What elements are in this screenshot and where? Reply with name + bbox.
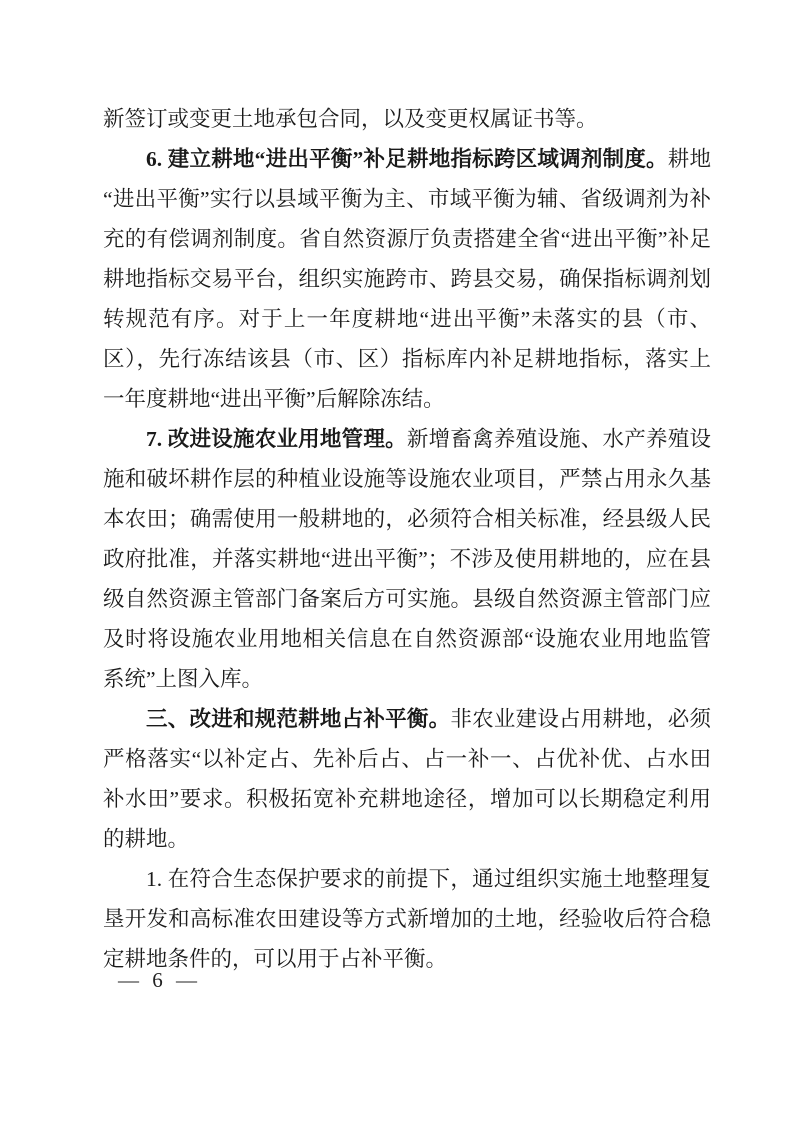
text-segment: 7. 改进设施农业用地管理。 (146, 427, 407, 451)
paragraph-continuation (103, 99, 711, 139)
page-footer (118, 965, 201, 995)
page-number: — 6 — (118, 968, 201, 992)
text-segment: 1. 在符合生态保护要求的前提下，通过组织实施土地整理复垦开发和高标准农田建设等方式新增加的土地，经验收后符合稳定耕地条件的，可以用于占补平衡。 (103, 867, 711, 971)
document-body (103, 99, 711, 979)
paragraph-item-1 (103, 859, 711, 979)
text-segment: 三、改进和规范耕地占补平衡。 (146, 707, 451, 731)
paragraph-item-7 (103, 419, 711, 699)
text-segment: 新签订或变更土地承包合同，以及变更权属证书等。 (103, 107, 598, 131)
text-segment: 6. 建立耕地“进出平衡”补足耕地指标跨区域调剂制度。 (146, 147, 668, 171)
paragraph-section-3 (103, 699, 711, 859)
paragraph-item-6 (103, 139, 711, 419)
text-segment: 新增畜禽养殖设施、水产养殖设施和破坏耕作层的种植业设施等设施农业项目，严禁占用永久基本农田；确需使用一般耕地的，必须符合相关标准，经县级人民政府批准，并落实耕地“进出平衡”；不涉及使用耕地的，应在县级自然资源主管部门备案后方可实施。县级自然资源主管部门应及时将设施农业用地相关信息在自然资源部“设施农业用地监管系统”上图入库。 (103, 427, 711, 691)
text-segment: 非农业建设占用耕地，必须严格落实“以补定占、先补后占、占一补一、占优补优、占水田补水田”要求。积极拓宽补充耕地途径，增加可以长期稳定利用的耕地。 (103, 707, 711, 851)
text-segment: 耕地“进出平衡”实行以县域平衡为主、市域平衡为辅、省级调剂为补充的有偿调剂制度。省自然资源厅负责搭建全省“进出平衡”补足耕地指标交易平台，组织实施跨市、跨县交易，确保指标调剂划转规范有序。对于上一年度耕地“进出平衡”未落实的县（市、区），先行冻结该县（市、区）指标库内补足耕地指标，落实上一年度耕地“进出平衡”后解除冻结。 (103, 147, 711, 411)
